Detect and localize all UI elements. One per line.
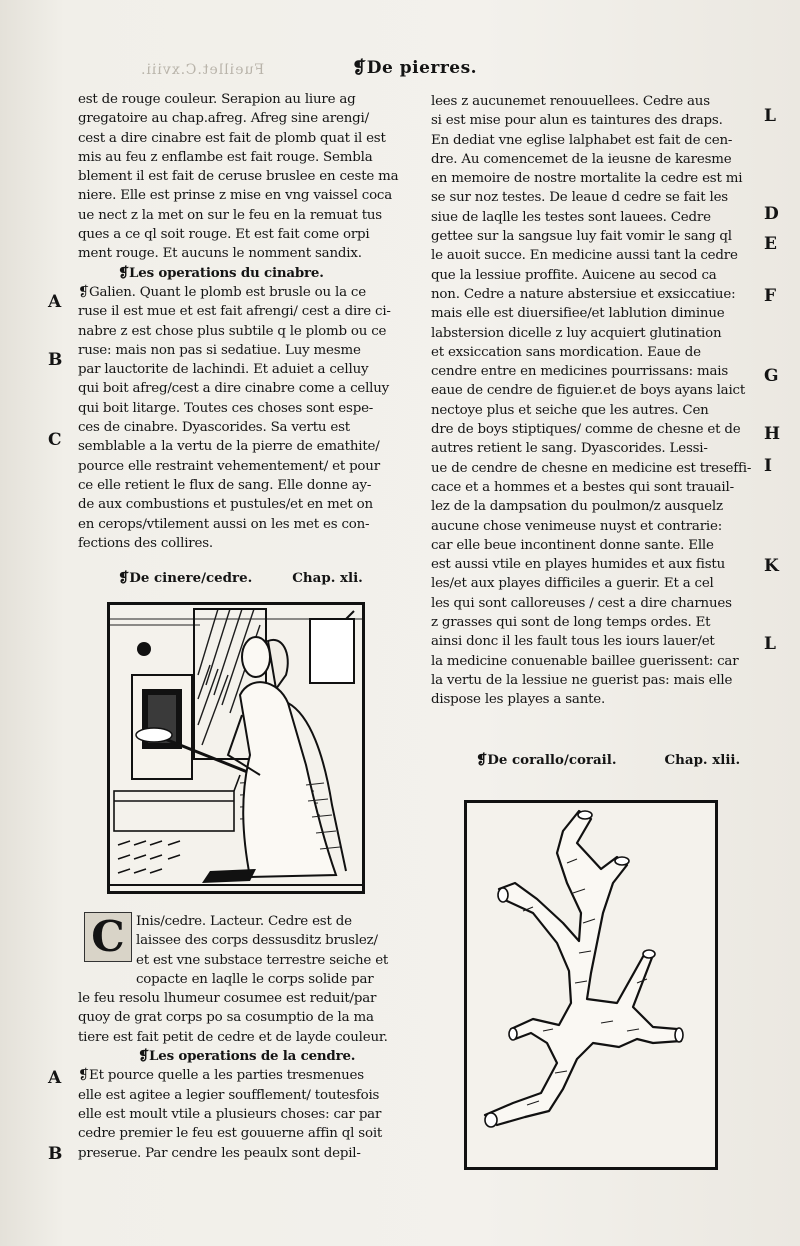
margin-letter: D [764, 204, 779, 224]
text-line: ruse il est mue et est fait afrengi/ cest a dire ci- [78, 304, 391, 320]
text-line: est aussi vtile en playes humides et aux fistu [431, 557, 726, 573]
text-line: le auoit succe. En medicine aussi tant la cedre [431, 248, 738, 264]
text-line: de aux combustions et pustules/et en met on [78, 497, 373, 513]
text-line: autres retient le sang. Dyascorides. Lessi- [431, 441, 708, 457]
margin-letter: F [764, 286, 777, 306]
text-line: ❡Et pource quelle a les parties tresmenues [78, 1068, 364, 1084]
text-line: les qui sont calloreuses / cest a dire charnues [431, 595, 732, 611]
text-line: copacte en laqlle le corps solide par [136, 971, 374, 987]
text-line: ❡Galien. Quant le plomb est brusle ou la ce [78, 284, 366, 300]
text-line: et exsiccation sans mordication. Eaue de [431, 344, 701, 360]
margin-letter: G [764, 366, 779, 386]
text-line: niere. Elle est prinse z mise en vng vaissel coca [78, 188, 393, 204]
text-line: qui boit afreg/cest a dire cinabre come a celluy [78, 381, 390, 397]
text-line: la medicine conuenable baillee guerissent: car [431, 653, 739, 669]
text-line: pource elle restraint vehementement/ et pour [78, 458, 380, 474]
text-span: Galien. Quant le plomb est brusle ou la ce [89, 284, 366, 300]
text-line: eaue de cendre de figuier.et de boys ayans laict [431, 383, 746, 399]
text-line: tiere est fait petit de cedre et de layde couleur. [78, 1029, 388, 1045]
woodcut-illustration [110, 605, 362, 891]
section-heading: ❡Les operations du cinabre. [118, 264, 324, 281]
text-line: lees z aucunemet renouuellees. Cedre aus [431, 94, 710, 109]
text-line: siue de laqlle les testes sont lauees. Cedre [431, 209, 711, 225]
text-line: qui boit litarge. Toutes ces choses sont espe- [78, 400, 374, 416]
text-line: ruse: mais non pas si sedatiue. Luy mesme [78, 342, 361, 358]
chapter-number: Chap. xli. [292, 570, 363, 586]
text-line: elle est moult vtile a plusieurs choses: car par [78, 1106, 382, 1122]
text-line: si est mise pour alun es taintures des draps. [431, 113, 723, 129]
text-line: dispose les playes a sante. [431, 692, 606, 708]
text-line: ques a ce ql soit rouge. Et est fait come orpi [78, 227, 370, 243]
text-line: car elle beue incontinent donne sante. Elle [431, 537, 714, 553]
margin-letter: A [48, 1068, 62, 1088]
text-line: en memoire de nostre mortalite la cedre est mi [431, 171, 743, 187]
text-line: cace et a hommes et a bestes qui sont trauail- [431, 479, 734, 495]
text-line: labstersion dicelle z luy acquiert glutination [431, 325, 722, 341]
text-span: Et pource quelle a les parties tresmenues [89, 1068, 364, 1084]
text-line: En dediat vne eglise lalphabet est fait de cen- [431, 132, 733, 148]
text-line: ces de cinabre. Dyascorides. Sa vertu est [78, 420, 350, 436]
left-column-bottom [78, 912, 418, 1163]
text-line: dre. Au comencemet de la ieusne de karesme [431, 151, 732, 167]
text-line: dre de boys stiptiques/ comme de chesne et de [431, 422, 741, 438]
chapter-title: De cinere/cedre. [129, 570, 253, 586]
section-heading-text: Les operations du cinabre. [129, 264, 324, 281]
text-line: elle est agitee a legier soufflement/ toutesfois [78, 1087, 380, 1103]
text-line: le feu resolu lhumeur cosumee est reduit/par [78, 991, 377, 1007]
text-line: quoy de grat corps po sa cosumptio de la ma [78, 1010, 374, 1026]
margin-letter: E [764, 234, 777, 254]
text-line: lez de la dampsation du poulmon/z ausquelz [431, 499, 723, 515]
text-line: ue nect z la met on sur le feu en la remuat tus [78, 207, 382, 223]
text-line: la vertu de la lessiue ne guerist pas: mais elle [431, 672, 733, 688]
margin-letter: L [764, 106, 776, 126]
text-line: par lauctorite de lachindi. Et aduiet a celluy [78, 362, 369, 378]
text-line: cedre premier le feu est gouuerne affin ql soit [78, 1126, 383, 1142]
bleed-through-folio: Fueillet.C.xviii. [140, 62, 265, 78]
text-line: mais elle est diuersifiee/et lablution diminue [431, 306, 725, 322]
text-line: ment rouge. Et aucuns le nomment sandix. [78, 246, 362, 262]
text-line: cest a dire cinabre est fait de plomb quat il est [78, 130, 386, 146]
text-line: nabre z est chose plus subtile q le plomb ou ce [78, 323, 387, 339]
text-line: les/et aux playes difficiles a guerir. Et a cel [431, 576, 714, 592]
margin-letter: B [48, 1144, 63, 1164]
running-head: ❡De pierres. [352, 58, 478, 78]
woodcut-coral-branch [464, 800, 718, 1170]
text-line: semblable a la vertu de la pierre de emathite/ [78, 439, 380, 455]
text-line: mis au feu z enflambe est fait rouge. Sembla [78, 149, 373, 165]
running-head-title: De pierres. [366, 58, 478, 78]
text-line: ue de cendre de chesne en medicine est treseffi- [431, 460, 752, 476]
margin-letter: L [764, 634, 776, 654]
text-line: fections des collires. [78, 535, 213, 551]
left-column-top [78, 90, 418, 553]
text-line: est de rouge couleur. Serapion au liure ag [78, 92, 356, 107]
section-heading: ❡Les operations de la cendre. [138, 1048, 356, 1065]
text-line: ainsi donc il les fault tous les iours lauer/et [431, 634, 715, 650]
text-line: en cerops/vtilement aussi on les met es con- [78, 516, 370, 532]
text-line: non. Cedre a nature abstersiue et exsiccatiue: [431, 286, 736, 302]
text-line: blement il est fait de ceruse bruslee en ceste ma [78, 169, 399, 185]
margin-letter: K [764, 556, 779, 576]
right-column [431, 92, 761, 710]
margin-letter: C [48, 430, 62, 450]
margin-letter: H [764, 424, 781, 444]
woodcut-illustration [467, 803, 715, 1167]
text-line: gettee sur la sangsue luy fait vomir le sang ql [431, 229, 732, 245]
text-line: que la lessiue proffite. Auicene au secod ca [431, 267, 717, 283]
margin-letter: B [48, 350, 63, 370]
text-line: nectoye plus et seiche que les autres. Cen [431, 402, 709, 418]
chapter-heading-right: ❡De corallo/corail. Chap. xlii. [476, 752, 741, 768]
text-line: se sur noz testes. De leaue d cedre se fait les [431, 190, 728, 206]
chapter-number: Chap. xlii. [664, 752, 741, 768]
text-line: aucune chose venimeuse nuyst et contrarie: [431, 518, 723, 534]
text-line: gregatoire au chap.afreg. Afreg sine arengi/ [78, 111, 369, 127]
text-line: et est vne substace terrestre seiche et [136, 952, 389, 968]
margin-letter: I [764, 456, 772, 476]
woodcut-woman-oven [107, 602, 365, 894]
text-line: ce elle retient le flux de sang. Elle donne ay- [78, 477, 372, 493]
text-line: laissee des corps dessusditz bruslez/ [136, 933, 378, 949]
decorated-initial: C [84, 912, 132, 962]
text-line: Inis/cedre. Lacteur. Cedre est de [136, 914, 352, 929]
text-line: preserue. Par cendre les peaulx sont depil- [78, 1145, 361, 1161]
chapter-heading-left: ❡De cinere/cedre. Chap. xli. [118, 570, 363, 586]
section-heading-text: Les operations de la cendre. [149, 1048, 356, 1065]
text-line: cendre entre en medicines pourrissans: mais [431, 364, 729, 380]
margin-letter: A [48, 292, 62, 312]
text-line: z grasses qui sont de long temps ordes. Et [431, 615, 711, 631]
chapter-title: De corallo/corail. [487, 752, 617, 768]
